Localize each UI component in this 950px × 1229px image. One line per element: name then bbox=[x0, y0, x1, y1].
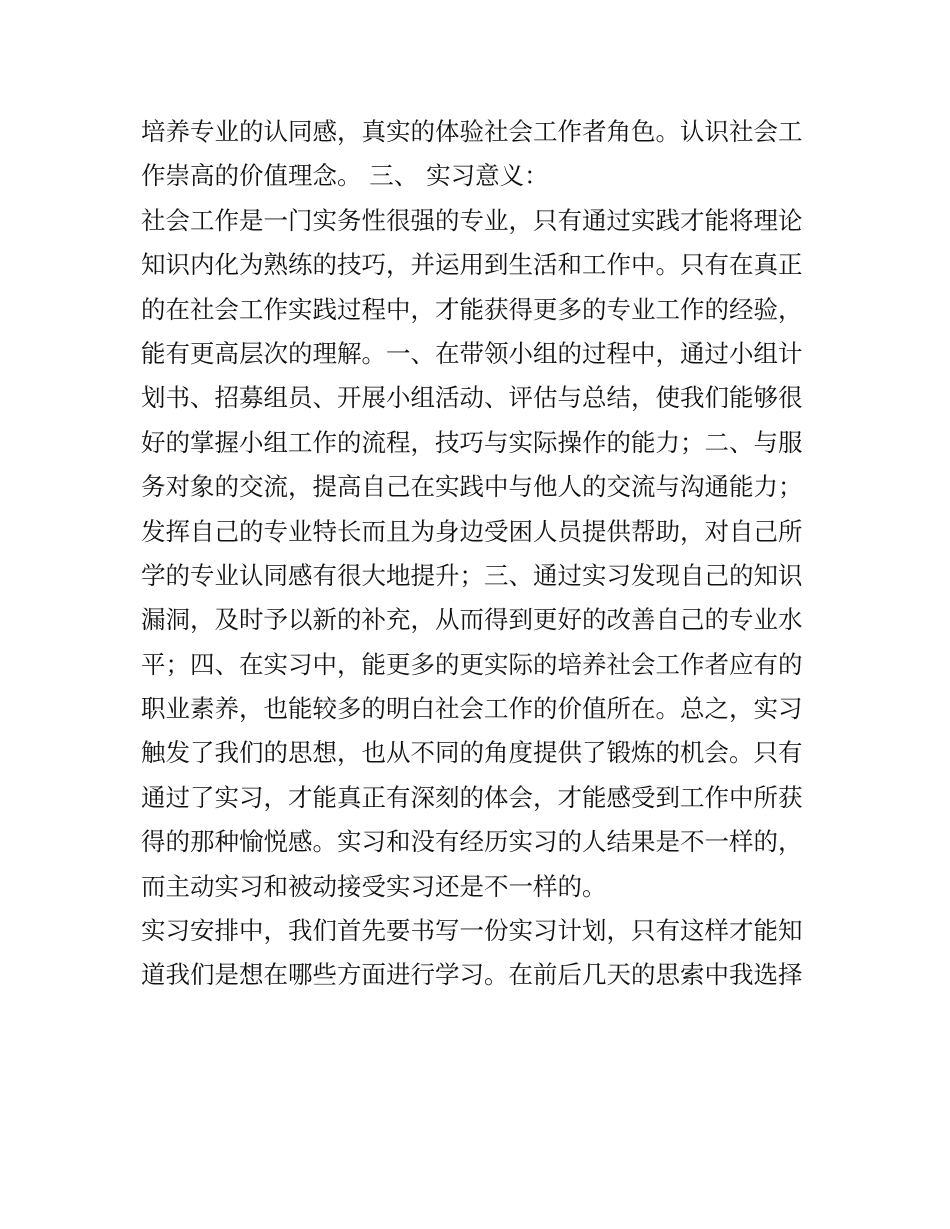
text-line-10: 发挥自己的专业特长而且为身边受困人员提供帮助，对自己所 bbox=[141, 516, 803, 546]
body-text bbox=[141, 110, 821, 998]
text-line-7: 划书、招募组员、开展小组活动、评估与总结，使我们能够很 bbox=[141, 383, 803, 413]
text-line-8: 好的掌握小组工作的流程，技巧与实际操作的能力；二、与服 bbox=[141, 427, 803, 457]
text-line-3: 社会工作是一门实务性很强的专业，只有通过实践才能将理论 bbox=[141, 205, 803, 235]
text-line-17: 得的那种愉悦感。实习和没有经历实习的人结果是不一样的， bbox=[141, 827, 803, 857]
text-line-9: 务对象的交流，提高自己在实践中与他人的交流与沟通能力； bbox=[141, 472, 803, 502]
text-line-19: 实习安排中，我们首先要书写一份实习计划，只有这样才能知 bbox=[141, 916, 803, 946]
text-line-2: 作崇高的价值理念。 三、 实习意义： bbox=[141, 161, 549, 191]
text-line-16: 通过了实习，才能真正有深刻的体会，才能感受到工作中所获 bbox=[141, 782, 803, 812]
text-line-11: 学的专业认同感有很大地提升；三、通过实习发现自己的知识 bbox=[141, 560, 803, 590]
text-line-6: 能有更高层次的理解。一、在带领小组的过程中，通过小组计 bbox=[141, 338, 803, 368]
text-line-1: 培养专业的认同感，真实的体验社会工作者角色。认识社会工 bbox=[141, 117, 803, 146]
text-line-4: 知识内化为熟练的技巧，并运用到生活和工作中。只有在真正 bbox=[141, 250, 803, 280]
text-line-5: 的在社会工作实践过程中，才能获得更多的专业工作的经验， bbox=[141, 294, 803, 324]
text-line-15: 触发了我们的思想，也从不同的角度提供了锻炼的机会。只有 bbox=[141, 738, 803, 768]
text-line-12: 漏洞，及时予以新的补充，从而得到更好的改善自己的专业水 bbox=[141, 605, 803, 635]
text-line-13: 平；四、在实习中，能更多的更实际的培养社会工作者应有的 bbox=[141, 649, 803, 679]
text-line-18: 而主动实习和被动接受实习还是不一样的。 bbox=[141, 871, 607, 901]
text-line-20: 道我们是想在哪些方面进行学习。在前后几天的思索中我选择 bbox=[141, 960, 803, 990]
text-line-14: 职业素养，也能较多的明白社会工作的价值所在。总之，实习 bbox=[141, 694, 803, 724]
